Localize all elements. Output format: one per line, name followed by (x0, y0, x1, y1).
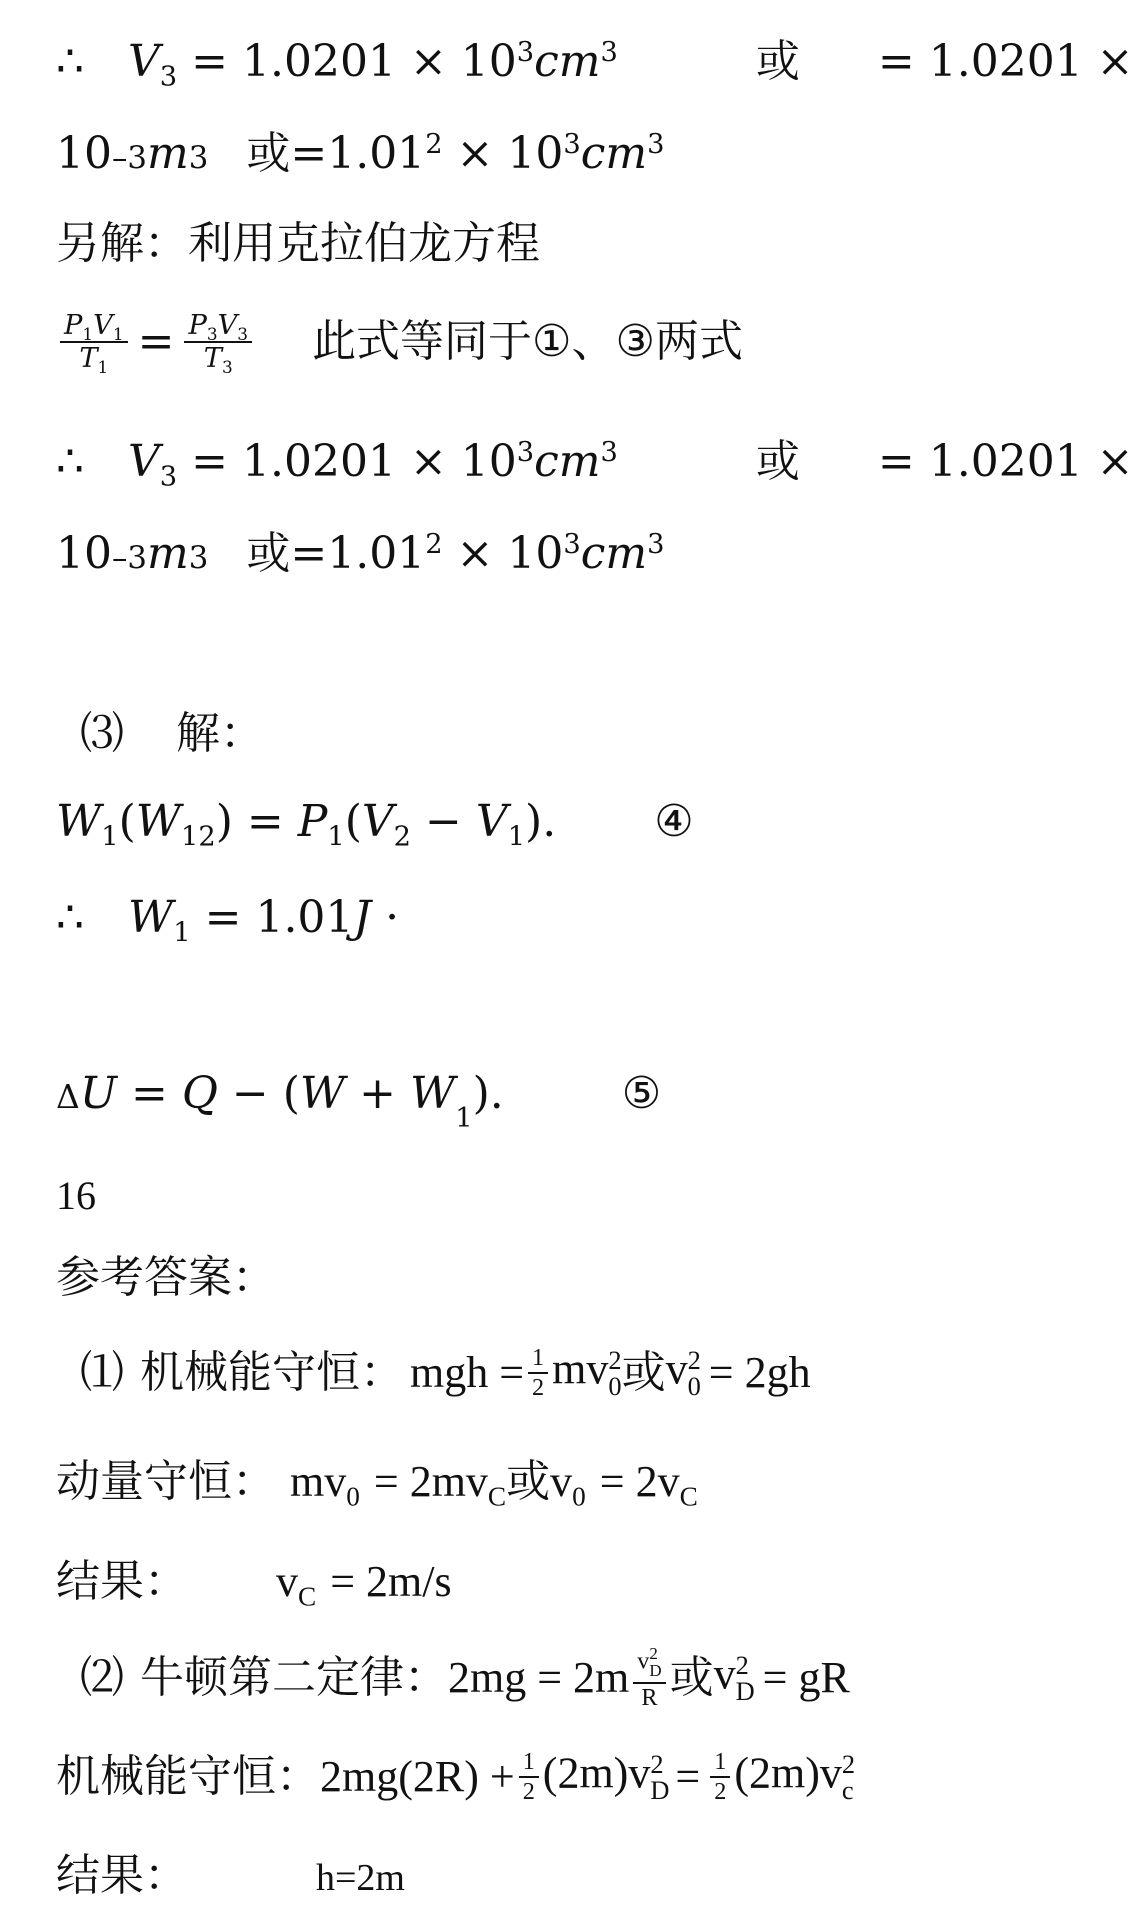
fraction-one-half: $\frac{1}{2}$ (710, 1750, 730, 1804)
equation-v3-cm3: ∴ $V_3 = 1.0201 \times 10^3cm^3$ 或 = 1.0201 × (56, 36, 1134, 93)
reference-answer-heading: 参考答案： (56, 1252, 276, 1303)
fraction-one-half: $\frac{1}{2}$ (519, 1750, 539, 1804)
internal-energy-equation: $\Delta U = Q - (W + W_1)$. ⑤ (56, 1068, 662, 1135)
w1-result: ∴ $W_1 = 1.01J$ · (56, 892, 400, 949)
clapeyron-equation: $\frac{P_1V_1}{T_1}$ = $\frac{P_3V_3}{T_3}$ 此式等同于①、③两式 (56, 312, 743, 373)
result-height: 结果： h=2m (56, 1850, 405, 1901)
equation-v3-cm3-repeat: ∴ $V_3 = 1.0201 \times 10^3cm^3$ 或 = 1.0201 × (56, 436, 1134, 493)
part-3-heading: ⑶ 解： (80, 708, 264, 759)
fraction-p3v3-t3: $\frac{P_3V_3}{T_3}$ (184, 312, 252, 373)
momentum-conservation: 动量守恒： $mv_0 = 2mv_C$或$v_0 = 2v_C$ (56, 1456, 698, 1512)
work-equation: $W_1(W_{12}) = P_1(V_2 - V_1)$. ④ (56, 796, 694, 853)
energy-conservation-2: 机械能守恒： 2mg(2R) + $\frac{1}{2}$ (2m)v 2 D = $\frac{1}{2}$ (2m)v 2 c (56, 1748, 856, 1806)
fraction-vd2-over-r: v 2 D R (633, 1646, 665, 1710)
alt-solution-heading: 另解：利用克拉伯龙方程 (56, 218, 540, 269)
fraction-p1v1-t1: $\frac{P_1V_1}{T_1}$ (60, 312, 128, 373)
equation-marker-4: ④ (654, 796, 694, 847)
question-number: 16 (56, 1173, 96, 1218)
fraction-one-half: $\frac{1}{2}$ (528, 1346, 548, 1400)
therefore-symbol: ∴ (56, 36, 84, 87)
equation-v3-m3-repeat: 10–3m3 或$=1.01^2 \times 10^3cm^3$ (56, 528, 665, 579)
energy-conservation-1: ⑴ 机械能守恒： mgh = $\frac{1}{2}$ mv 2 0 或 v 2 0 = 2gh (80, 1344, 811, 1402)
result-velocity: 结果： $v_C = 2m/s$ (56, 1556, 452, 1612)
equation-v3-m3: 10–3m3 或$=1.01^2 \times 10^3cm^3$ (56, 128, 665, 179)
equation-marker-5: ⑤ (621, 1068, 662, 1119)
newton-second-law: ⑵ 牛顿第二定律： 2mg = 2m v 2 D R 或 v 2 D = gR (80, 1644, 850, 1711)
